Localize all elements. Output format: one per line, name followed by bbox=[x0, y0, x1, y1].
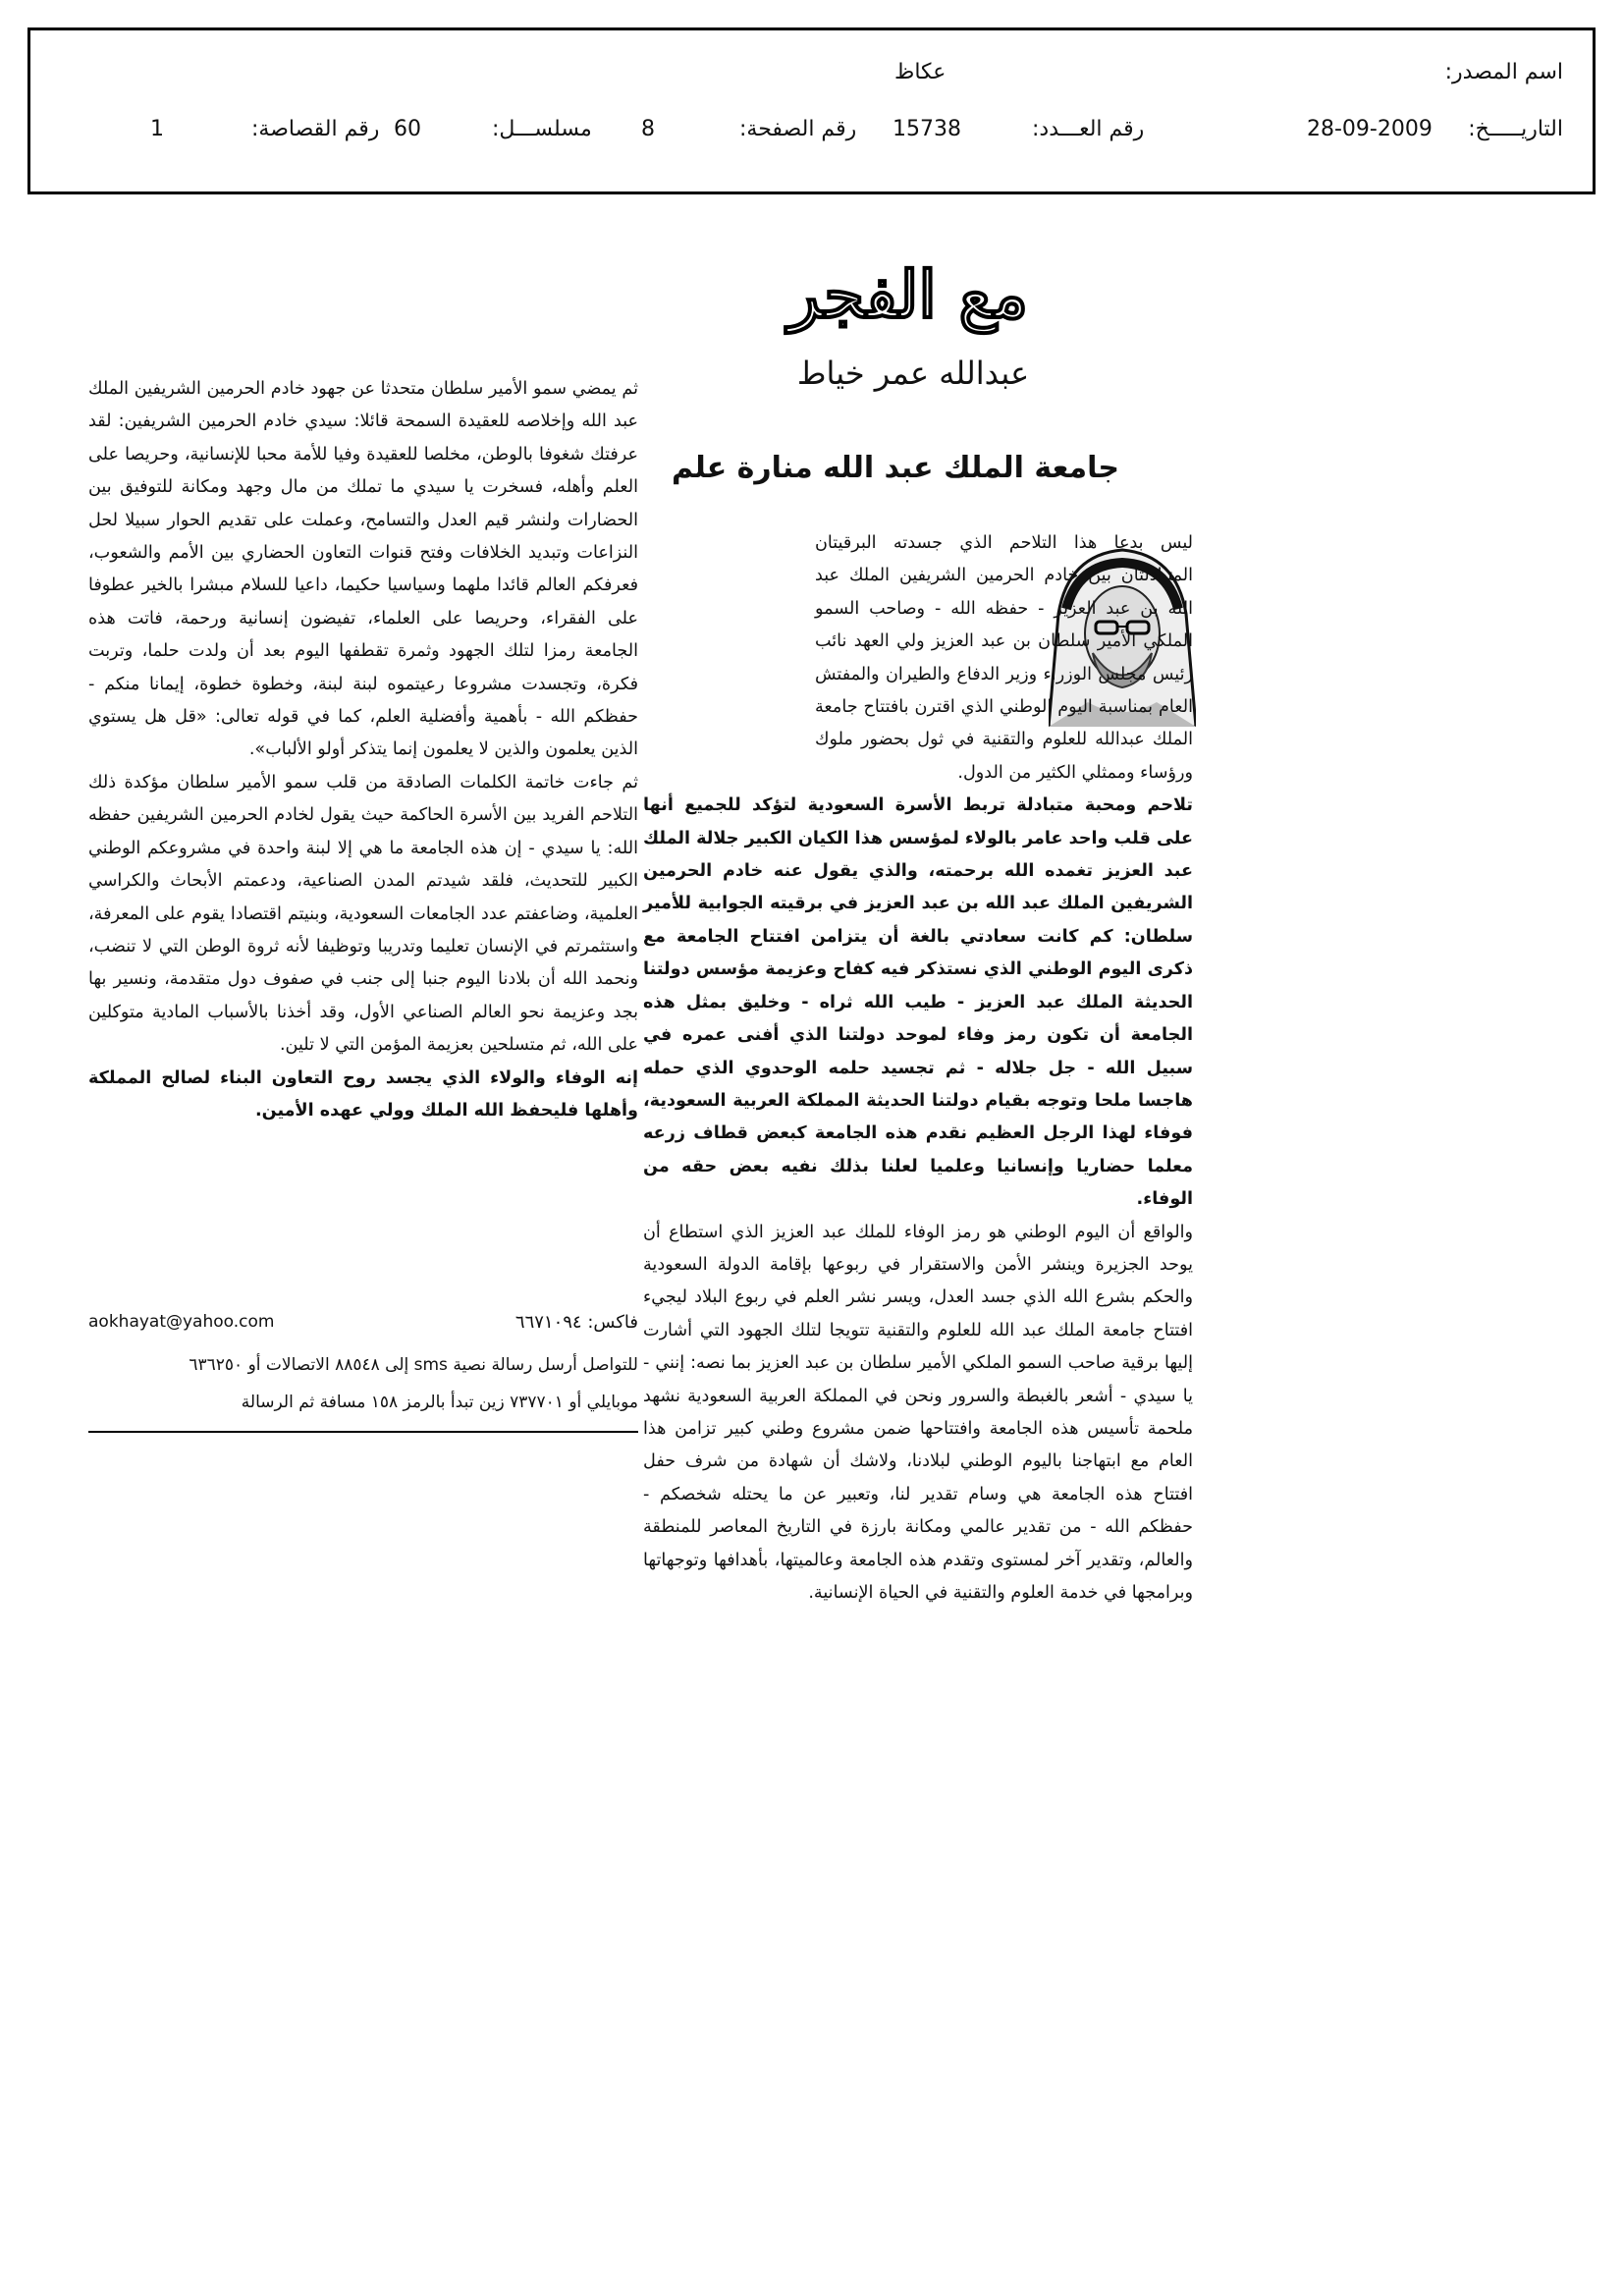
clipping-header bbox=[27, 27, 1596, 194]
page-label: رقم الصفحة: bbox=[739, 117, 857, 141]
fax-number: فاكس: ٦٦٧١٠٩٤ bbox=[514, 1312, 638, 1333]
paragraph-1: ليس بدعا هذا التلاحم الذي جسدته البرقيتان المتبادلتان بين خادم الحرمين الشريفين الملك عبد الله بن عبد العزيز - حفظه الله - وصاحب السمو الملكي الأمير سلطان بن عبد العزيز ولي العهد نائب رئيس مجلس الوزراء وزير الدفاع والطيران والمفتش العام بمناسبة اليوم الوطني الذي اقترن بافتتاح جامعة الملك عبدالله للعلوم والتقنية في ثول بحضور ملوك ورؤساء وممثلي الكثير من الدول. bbox=[815, 533, 1193, 783]
paragraph-5: ثم جاءت خاتمة الكلمات الصادقة من قلب سمو الأمير سلطان مؤكدة ذلك التلاحم الفريد بين الأسرة الحاكمة حيث يقول لخادم الحرمين الشريفين حفظه الله: يا سيدي - إن هذه الجامعة ما هي إلا لبنة واحدة في مشروعكم الوطني الكبير للتحديث، فلقد شيدتم المدن الصناعية، ودعمتم الأبحاث والكراسي العلمية، وضاعفتم عدد الجامعات السعودية، وبنيتم اقتصادا يقوم على المعرفة، واستثمرتم في الإنسان تعليما وتدريبا وتوظيفا لأنه ثروة الوطن التي لا تنضب، ونحمد الله أن بلادنا اليوم جنبا إلى جنب في صفوف دول متقدمة، ونسير بها بجد وعزيمة نحو العالم الصناعي الأول، وقد أخذنا بالأسباب المادية متوكلين على الله، ثم متسلحين بعزيمة المؤمن التي لا تلين. bbox=[88, 772, 638, 1056]
serial-value: 60 bbox=[394, 117, 421, 141]
clip-label: رقم القصاصة: bbox=[251, 117, 380, 141]
paragraph-6: إنه الوفاء والولاء الذي يجسد روح التعاون البناء لصالح المملكة وأهلها فليحفظ الله الملك وولي عهده الأمين. bbox=[88, 1067, 638, 1121]
clip-value: 1 bbox=[150, 117, 164, 141]
serial-label: مسلســـل: bbox=[492, 117, 592, 141]
issue-value: 15738 bbox=[893, 117, 961, 141]
source-value: عكاظ bbox=[894, 60, 947, 84]
email-address: aokhayat@yahoo.com bbox=[88, 1312, 275, 1332]
sms-contact-line-1: للتواصل أرسل رسالة نصية sms إلى ٨٨٥٤٨ الاتصالات أو ٦٣٦٢٥٠ bbox=[189, 1355, 638, 1375]
date-label: التاريـــــخ: bbox=[1468, 117, 1563, 141]
article-title: جامعة الملك عبد الله منارة علم bbox=[671, 451, 1119, 485]
article-column-left bbox=[88, 373, 638, 1127]
issue-label: رقم العـــدد: bbox=[1032, 117, 1145, 141]
article-column-right bbox=[643, 527, 1193, 1610]
source-label: اسم المصدر: bbox=[1444, 60, 1563, 84]
column-masthead: مع الفجر bbox=[787, 256, 1029, 333]
page-value: 8 bbox=[641, 117, 655, 141]
sms-contact-line-2: موبايلي أو ٧٣٧٧٠١ زين تبدأ بالرمز ١٥٨ مسافة ثم الرسالة bbox=[241, 1393, 638, 1412]
author-name: عبدالله عمر خياط bbox=[796, 355, 1030, 392]
paragraph-2: تلاحم ومحبة متبادلة تربط الأسرة السعودية لتؤكد للجميع أنها على قلب واحد عامر بالولاء لمؤسس هذا الكيان الكبير جلالة الملك عبد العزيز تغمده الله برحمته، والذي يقول عنه خادم الحرمين الشريفين الملك عبد الله بن عبد العزيز في برقيته الجوابية للأمير سلطان: كم كانت سعادتي بالغة أن يتزامن افتتاح الجامعة مع ذكرى اليوم الوطني الذي نستذكر فيه كفاح وعزيمة مؤسس دولتنا الحديثة الملك عبد العزيز - طيب الله ثراه - وخليق بمثل هذه الجامعة أن تكون رمز وفاء لموحد دولتنا الذي أفنى عمره في سبيل الله - جل جلاله - ثم تجسيد حلمه الوحدوي الذي حمله هاجسا ملحا وتوجه بقيام دولتنا الحديثة المملكة العربية السعودية، فوفاء لهذا الرجل العظيم نقدم هذه الجامعة كبعض قطاف زرعه معلما حضاريا وإنسانيا وعلميا لعلنا بذلك نفيه بعض حقه من الوفاء. bbox=[643, 795, 1193, 1210]
column-end-rule bbox=[88, 1431, 638, 1433]
paragraph-3: والواقع أن اليوم الوطني هو رمز الوفاء للملك عبد العزيز الذي استطاع أن يوحد الجزيرة وينشر الأمن والاستقرار في ربوعها بإقامة الدولة السعودية والحكم بشرع الله الذي جسد العدل، ويسر نشر العلم في ربوع البلاد ليجيء افتتاح جامعة الملك عبد الله للعلوم والتقنية تتويجا لتلك الجهود التي أشارت إليها برقية صاحب السمو الملكي الأمير سلطان بن عبد العزيز بما نصه: إنني - يا سيدي - أشعر بالغبطة والسرور ونحن في المملكة العربية السعودية نشهد ملحمة تأسيس هذه الجامعة وافتتاحها ضمن مشروع وطني كبير تزامن هذا العام مع ابتهاجنا باليوم الوطني لبلادنا، ولاشك أن شهادة من شرف حفل افتتاح هذه الجامعة هي وسام تقدير لنا، وتعبير عن ما يحتله شخصكم - حفظكم الله - من تقدير عالمي ومكانة بارزة في التاريخ المعاصر للمنطقة والعالم، وتقدير آخر لمستوى وتقدم هذه الجامعة وعالميتها، بأهدافها وتوجهاتها وبرامجها في خدمة العلوم والتقنية في الحياة الإنسانية. bbox=[643, 1222, 1193, 1603]
date-value: 28-09-2009 bbox=[1307, 117, 1433, 141]
paragraph-4: ثم يمضي سمو الأمير سلطان متحدثا عن جهود خادم الحرمين الشريفين الملك عبد الله وإخلاصه للعقيدة السمحة قائلا: سيدي خادم الحرمين الشريفين: لقد عرفتك شغوفا بالوطن، مخلصا للعقيدة وفيا للأمة محبا للإنسانية، وحريصا على العلم وأهله، فسخرت يا سيدي ما تملك من مال وجهد ومكانة للتوفيق بين الحضارات ولنشر قيم العدل والتسامح، وعملت على تقديم الحوار سبيلا لحل النزاعات وتبديد الخلافات وفتح قنوات التعاون الحضاري بين الأمم والشعوب، فعرفكم العالم قائدا ملهما وسياسيا حكيما، داعيا للسلام مبشرا بالخير عطوفا على الفقراء، وحريصا على العلماء، تفيضون إنسانية ورحمة، فاتت هذه الجامعة رمزا لتلك الجهود وثمرة تقطفها اليوم بعد أن ولدت حلما، وتربت فكرة، وتجسدت مشروعا رعيتموه لبنة لبنة، وخطوة خطوة، إيمانا منكم - حفظكم الله - بأهمية وأفضلية العلم، كما في قوله تعالى: «قل هل يستوي الذين يعلمون والذين لا يعلمون إنما يتذكر أولو الألباب». bbox=[88, 379, 638, 760]
